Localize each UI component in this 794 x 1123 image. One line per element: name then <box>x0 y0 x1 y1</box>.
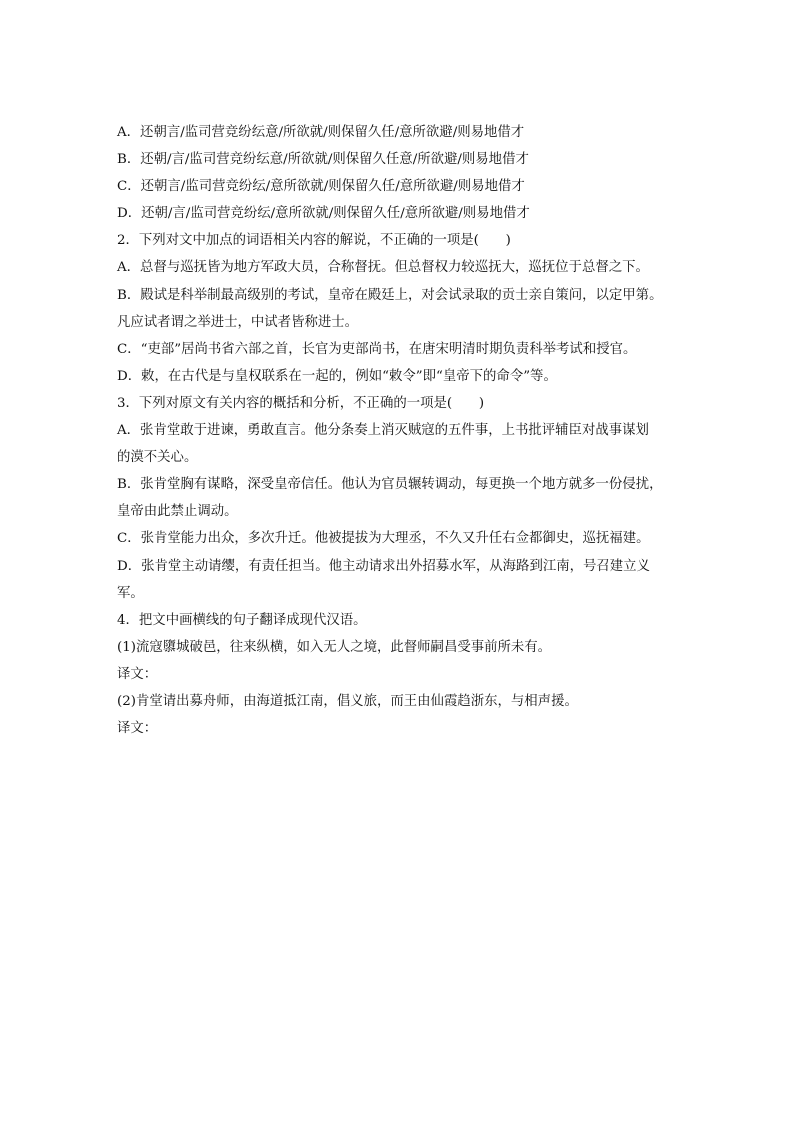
q2-option-b-line-1: B．殿试是科举制最高级别的考试，皇帝在殿廷上，对会试录取的贡士亲自策问，以定甲第。 <box>117 287 663 303</box>
question-4-stem: 4．把文中画横线的句子翻译成现代汉语。 <box>117 612 367 628</box>
q3-option-c: C．张肯堂能力出众，多次升迁。他被提拔为大理丞，不久又升任右佥都御史，巡抚福建。 <box>117 531 650 547</box>
option-c-punctuation: C．还朝言/监司营竞纷纭/意所欲就/则保留久任/意所欲避/则易地借才 <box>117 179 525 195</box>
q3-option-d-line-2: 军。 <box>117 585 144 601</box>
option-d-punctuation: D．还朝/言/监司营竞纷纭/意所欲就/则保留久任/意所欲避/则易地借才 <box>117 206 530 222</box>
q2-option-d: D．敕，在古代是与皇权联系在一起的，例如“敕令”即“皇帝下的命令”等。 <box>117 368 557 384</box>
q2-option-c: C．“吏部”居尚书省六部之首，长官为吏部尚书，在唐宋明清时期负责科举考试和授官。 <box>117 341 637 357</box>
question-3-stem: 3．下列对原文有关内容的概括和分析，不正确的一项是( ) <box>117 395 485 411</box>
translation-sentence-1: (1)流寇隳城破邑，往来纵横，如入无人之境，此督师嗣昌受事前所未有。 <box>117 639 552 655</box>
q2-option-a: A．总督与巡抚皆为地方军政大员，合称督抚。但总督权力较巡抚大，巡抚位于总督之下。 <box>117 260 649 276</box>
translation-answer-1-label: 译文： <box>117 666 158 682</box>
q3-option-a-line-2: 的漠不关心。 <box>117 450 198 466</box>
q3-option-a-line-1: A．张肯堂敢于进谏，勇敢直言。他分条奏上消灭贼寇的五件事，上书批评辅臣对战事谋划 <box>117 423 649 439</box>
option-a-punctuation: A．还朝言/监司营竞纷纭意/所欲就/则保留久任/意所欲避/则易地借才 <box>117 125 525 140</box>
option-b-punctuation: B．还朝/言/监司营竞纷纭意/所欲就/则保留久任意/所欲避/则易地借才 <box>117 152 529 168</box>
translation-answer-2-label: 译文： <box>117 721 158 737</box>
translation-sentence-2: (2)肯堂请出募舟师，由海道抵江南，倡义旅，而王由仙霞趋浙东，与相声援。 <box>117 693 578 709</box>
q3-option-b-line-1: B．张肯堂胸有谋略，深受皇帝信任。他认为官员辗转调动，每更换一个地方就多一份侵扰， <box>117 477 663 493</box>
q3-option-b-line-2: 皇帝由此禁止调动。 <box>117 504 238 520</box>
q2-option-b-line-2: 凡应试者谓之举进士，中试者皆称进士。 <box>117 314 359 330</box>
question-2-stem: 2．下列对文中加点的词语相关内容的解说，不正确的一项是( ) <box>117 233 511 249</box>
q3-option-d-line-1: D．张肯堂主动请缨，有责任担当。他主动请求出外招募水军，从海路到江南，号召建立义 <box>117 558 650 574</box>
question-text-block <box>117 119 679 742</box>
